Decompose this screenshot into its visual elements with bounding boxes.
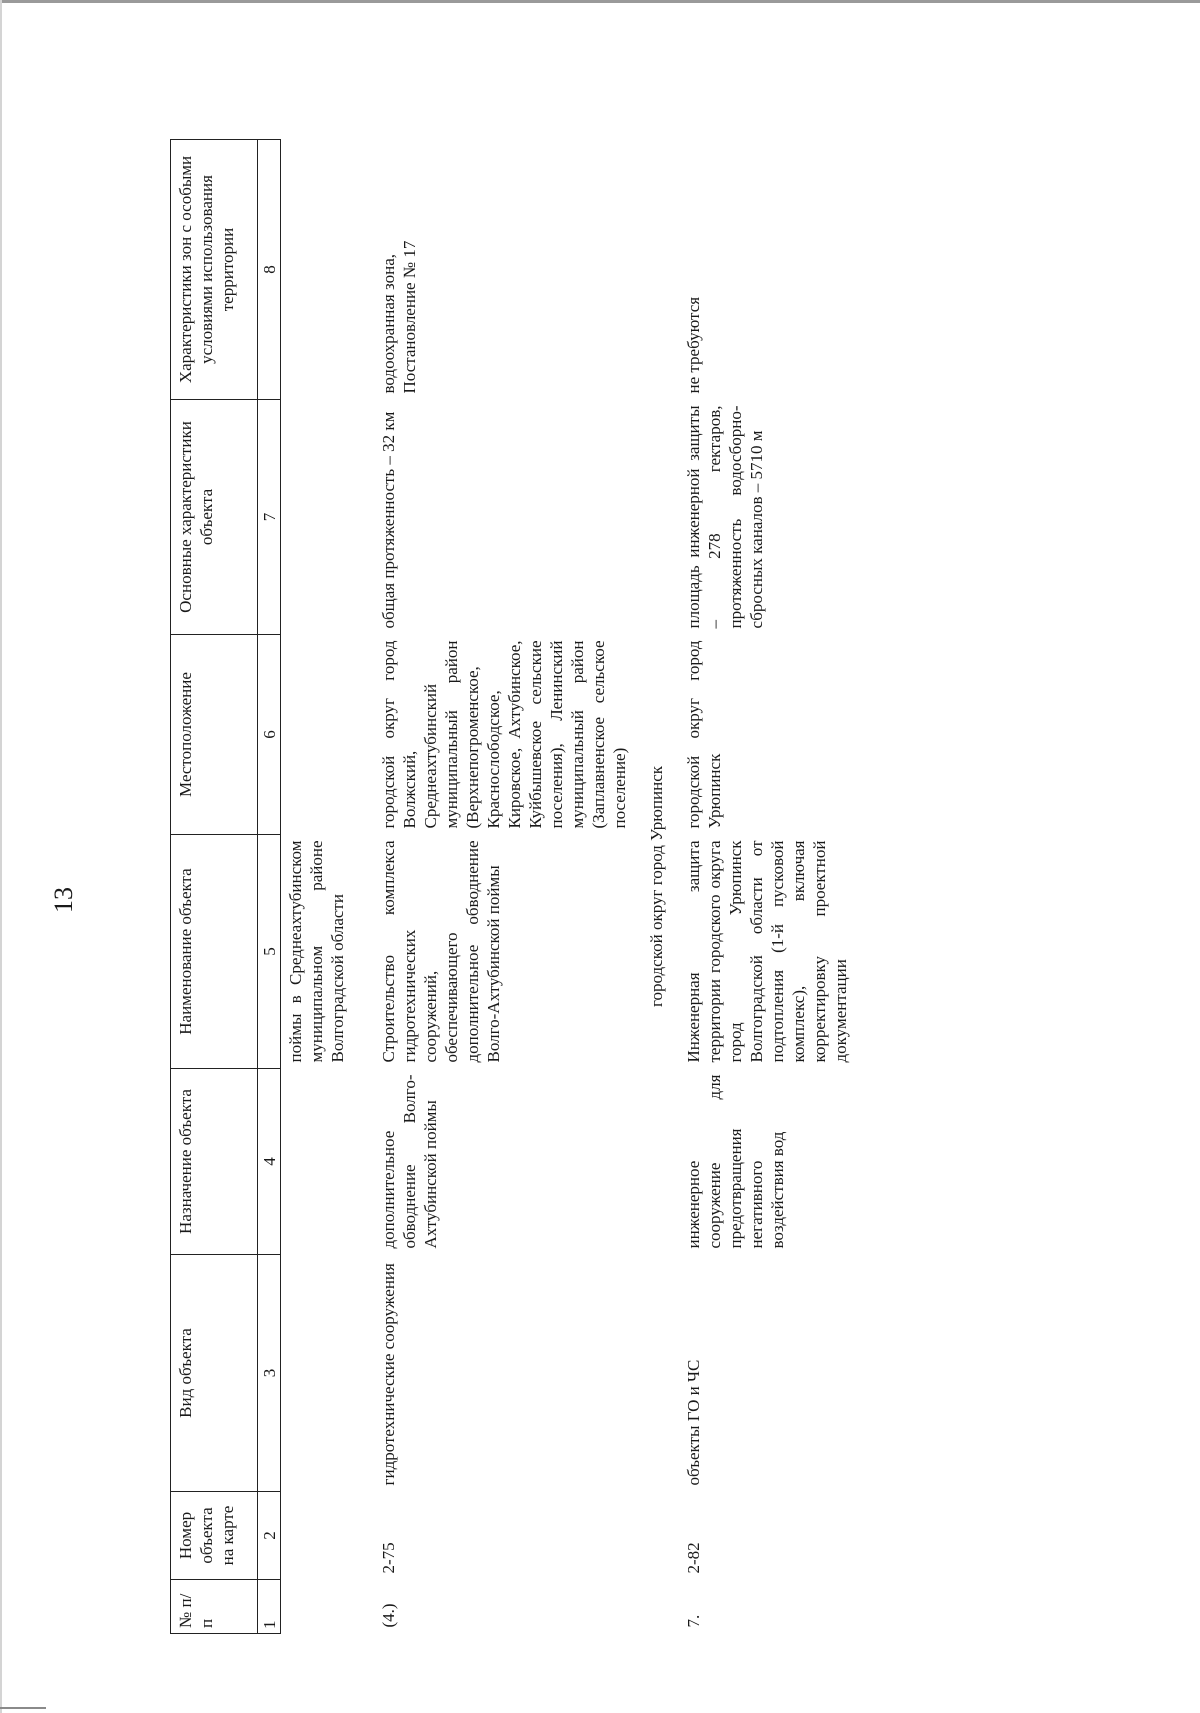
- table-row: [281, 140, 375, 1634]
- header-cell: Местоположение: [171, 635, 258, 835]
- header-cell: Назначение объекта: [171, 1069, 258, 1255]
- scan-artifact-mark: [0, 1707, 46, 1709]
- object-kind: объекты ГО и ЧС: [684, 1359, 703, 1486]
- zone-characteristics: водоохранная зона, Постановление № 17: [379, 240, 419, 394]
- column-number: 4: [258, 1069, 281, 1255]
- object-characteristics: [281, 400, 375, 635]
- header-cell: Наименование объекта: [171, 835, 258, 1069]
- column-number: 2: [258, 1492, 281, 1580]
- zone-characteristics: [281, 140, 375, 400]
- column-number-row: [258, 140, 281, 1634]
- object-purpose: инженерное сооружение для предотвращения негативного воздействия вод: [684, 1074, 787, 1249]
- object-name: Инженерная защита территории городского округа город Урюпинск Волгоградской области от подтопления (1-й пусковой комплекс), включая корректировку проектной документации: [684, 840, 850, 1063]
- map-number: [281, 1492, 375, 1580]
- object-name: поймы в Среднеахтубинском муниципальном районе Волгоградской области: [286, 840, 347, 1063]
- row-number: (4.): [379, 1603, 398, 1628]
- section-title-row: [634, 140, 679, 1634]
- column-number: 6: [258, 635, 281, 835]
- object-name: Строительство комплекса гидротехнических сооружений, обеспечивающего дополнительное обводнение Волго-Ахтубинской поймы: [379, 840, 503, 1063]
- header-cell: № п/п: [171, 1580, 258, 1634]
- row-number: 7.: [684, 1614, 703, 1628]
- object-location: городской округ город Урюпинск: [684, 640, 724, 829]
- scan-top-edge: [0, 0, 1200, 3]
- rotated-page: [40, 140, 1140, 1660]
- header-cell: Основные характеристики объекта: [171, 400, 258, 635]
- row-number: [281, 1580, 375, 1634]
- object-kind: [281, 1255, 375, 1492]
- header-cell: Вид объекта: [171, 1255, 258, 1492]
- section-title: городской округ город Урюпинск: [647, 765, 666, 1008]
- column-number: 1: [258, 1580, 281, 1634]
- table-row: [679, 140, 855, 1634]
- zone-characteristics: не требуются: [684, 296, 703, 394]
- object-characteristics: площадь инженерной защиты – 278 гектаров, протяженность водосборно-сбросных каналов – 5710 м: [684, 405, 766, 629]
- column-number: 5: [258, 835, 281, 1069]
- column-number: 3: [258, 1255, 281, 1492]
- map-number: 2-82: [684, 1542, 703, 1574]
- objects-table: [170, 139, 855, 1634]
- object-kind: гидротехнические сооружения: [379, 1263, 398, 1486]
- column-number: 8: [258, 140, 281, 400]
- object-location: [281, 635, 375, 835]
- page-number: 13: [49, 887, 78, 913]
- header-cell: Номер объекта на карте: [171, 1492, 258, 1580]
- table-header-row: [171, 140, 258, 1634]
- column-number: 7: [258, 400, 281, 635]
- table-row: [374, 140, 634, 1634]
- header-cell: Характеристики зон с особыми условиями использования территории: [171, 140, 258, 400]
- object-purpose: [281, 1069, 375, 1255]
- object-purpose: дополнительное обводнение Волго-Ахтубинской поймы: [379, 1074, 440, 1249]
- object-location: городской округ город Волжский, Среднеахтубинский муниципальный район (Верхнепогроменское, Краснослободское, Кировское, Ахтубинское, Куйбышевское сельские поселения), Ленинский муниципальный район (Заплавненское сельское поселение): [379, 640, 629, 829]
- scan-left-edge: [0, 0, 2, 1713]
- map-number: 2-75: [379, 1542, 398, 1574]
- object-characteristics: общая протяженность – 32 км: [379, 411, 398, 629]
